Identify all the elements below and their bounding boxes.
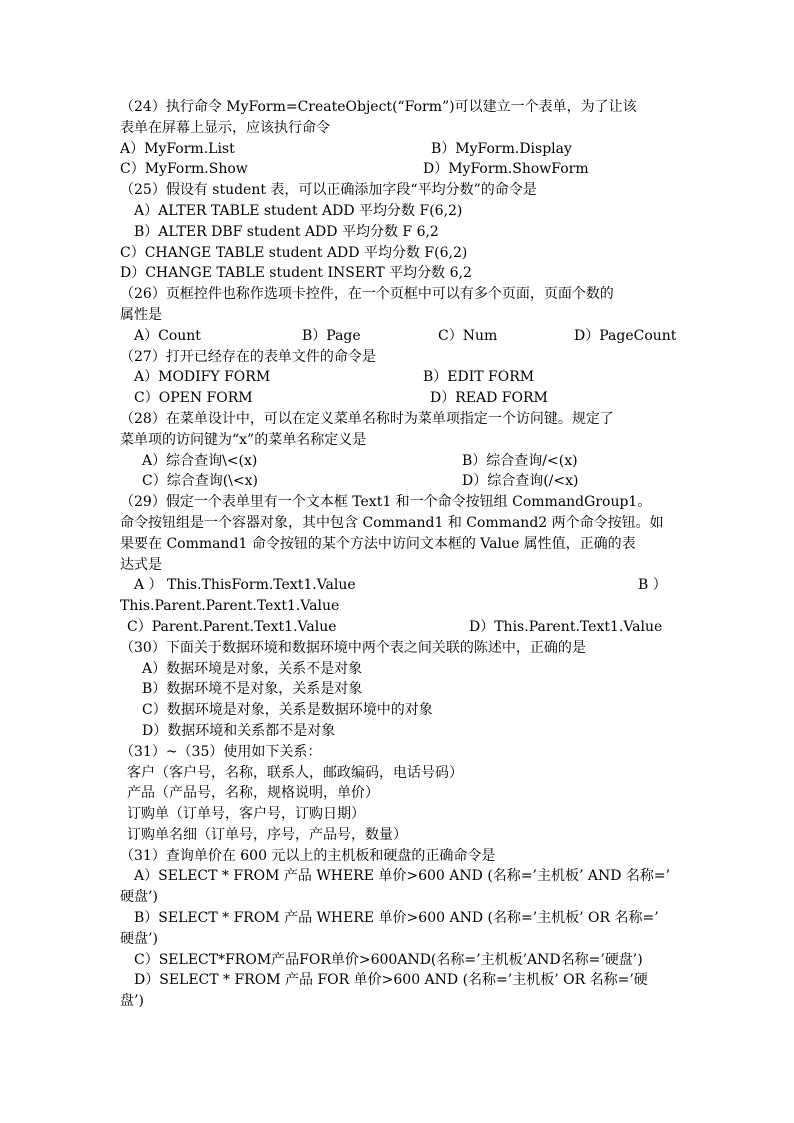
q25-stem: （25）假设有 student 表，可以正确添加字段“平均分数”的命令是 [120,182,537,199]
q24-option-c: C）MyForm.Show [120,161,248,178]
q27-option-d: D）READ FORM [430,390,548,407]
q28-option-b: B）综合查询/<(x) [462,452,578,469]
q31-option-b-line-1: B）SELECT * FROM 产品 WHERE 单价>600 AND (名称=’主机板’ OR 名称=’ [134,910,659,927]
relation-order: 订购单（订单号，客户号，订购日期） [127,806,365,823]
question-content [120,97,682,1012]
q31-option-d-line-1: D）SELECT * FROM 产品 FOR 单价>600 AND (名称=’主机板’ OR 名称=’硬 [134,972,648,989]
q27-stem: （27）打开已经存在的表单文件的命令是 [120,348,376,365]
q28-stem-line-1: （28）在菜单设计中，可以在定义菜单名称时为菜单项指定一个访问键。规定了 [120,410,614,427]
q24-stem-line-2: 表单在屏幕上显示，应该执行命令 [120,119,330,136]
q28-option-c: C）综合查询(\<x) [142,473,258,490]
q29-option-d: D）This.Parent.Text1.Value [469,618,663,635]
q30-option-a: A）数据环境是对象，关系不是对象 [142,660,363,677]
q28-stem-line-2: 菜单项的访问键为“x”的菜单名称定义是 [120,431,367,448]
q29-option-b-label: B ） [638,577,667,594]
q30-stem: （30）下面关于数据环境和数据环境中两个表之间关联的陈述中，正确的是 [120,639,586,656]
relations-intro: （31）~（35）使用如下关系： [120,743,322,760]
q30-option-d: D）数据环境和关系都不是对象 [142,722,336,739]
q24-option-b: B）MyForm.Display [431,140,572,157]
q27-options-row-2 [120,388,682,409]
q29-options-row-3 [120,617,682,638]
q25-option-b: B）ALTER DBF student ADD 平均分数 F 6,2 [134,223,439,240]
q26-option-d: D）PageCount [574,327,677,344]
q26-option-b: B）Page [302,327,361,344]
q28-options-row-1 [120,451,682,472]
q31-option-a-line-1: A）SELECT * FROM 产品 WHERE 单价>600 AND (名称=’主机板’ AND 名称=’ [134,868,671,885]
q24-options-row-2 [120,159,682,180]
q27-options-row-1 [120,367,682,388]
q31-stem: （31）查询单价在 600 元以上的主机板和硬盘的正确命令是 [120,847,496,864]
q29-option-b-text: This.Parent.Parent.Text1.Value [120,598,340,615]
q29-stem-line-1: （29）假定一个表单里有一个文本框 Text1 和一个命令按钮组 CommandGroup1。 [120,494,652,511]
q29-stem-line-3: 果要在 Command1 命令按钮的某个方法中访问文本框的 Value 属性值，正确的表 [120,535,636,552]
relation-product: 产品（产品号，名称，规格说明，单价） [127,785,379,802]
q30-option-c: C）数据环境是对象，关系是数据环境中的对象 [142,702,433,719]
q24-option-a: A）MyForm.List [120,140,235,157]
q26-options-row [120,326,682,347]
q24-options-row-1 [120,139,682,160]
q27-option-b: B）EDIT FORM [423,369,535,386]
q24-option-d: D）MyForm.ShowForm [423,161,589,178]
q25-option-c: C）CHANGE TABLE student ADD 平均分数 F(6,2) [120,244,468,261]
q28-option-d: D）综合查询(/<x) [462,473,579,490]
q29-stem-line-2: 命令按钮组是一个容器对象，其中包含 Command1 和 Command2 两个命令按钮。如 [120,514,664,531]
q31-option-b-line-2: 硬盘’) [120,930,158,947]
q26-option-c: C）Num [438,327,498,344]
q28-options-row-2 [120,471,682,492]
q25-option-d: D）CHANGE TABLE student INSERT 平均分数 6,2 [120,265,472,282]
q31-option-c: C）SELECT*FROM产品FOR单价>600AND(名称=’主机板’AND名称=’硬盘’) [134,951,643,968]
q27-option-a: A）MODIFY FORM [134,369,271,386]
q27-option-c: C）OPEN FORM [134,390,253,407]
q29-option-c: C）Parent.Parent.Text1.Value [127,618,337,635]
q29-options-row-1 [120,575,682,596]
q24-stem-line-1: （24）执行命令 MyForm=CreateObject(“Form”)可以建立一个表单，为了让该 [120,99,637,115]
q29-stem-line-4: 达式是 [120,556,162,573]
q25-option-a: A）ALTER TABLE student ADD 平均分数 F(6,2) [134,202,463,219]
q26-option-a: A）Count [134,327,201,344]
q28-option-a: A）综合查询\<(x) [142,452,258,469]
q26-stem-line-1: （26）页框控件也称作选项卡控件，在一个页框中可以有多个页面，页面个数的 [120,286,614,303]
q31-option-a-line-2: 硬盘’) [120,889,158,906]
q26-stem-line-2: 属性是 [120,306,162,323]
relation-order-detail: 订购单名细（订单号，序号，产品号，数量） [127,826,407,843]
q29-option-a: A ） This.ThisForm.Text1.Value [134,577,356,594]
relation-customer: 客户（客户号，名称，联系人，邮政编码，电话号码） [127,764,463,781]
q30-option-b: B）数据环境不是对象，关系是对象 [142,681,363,698]
q31-option-d-line-2: 盘’) [120,993,144,1010]
